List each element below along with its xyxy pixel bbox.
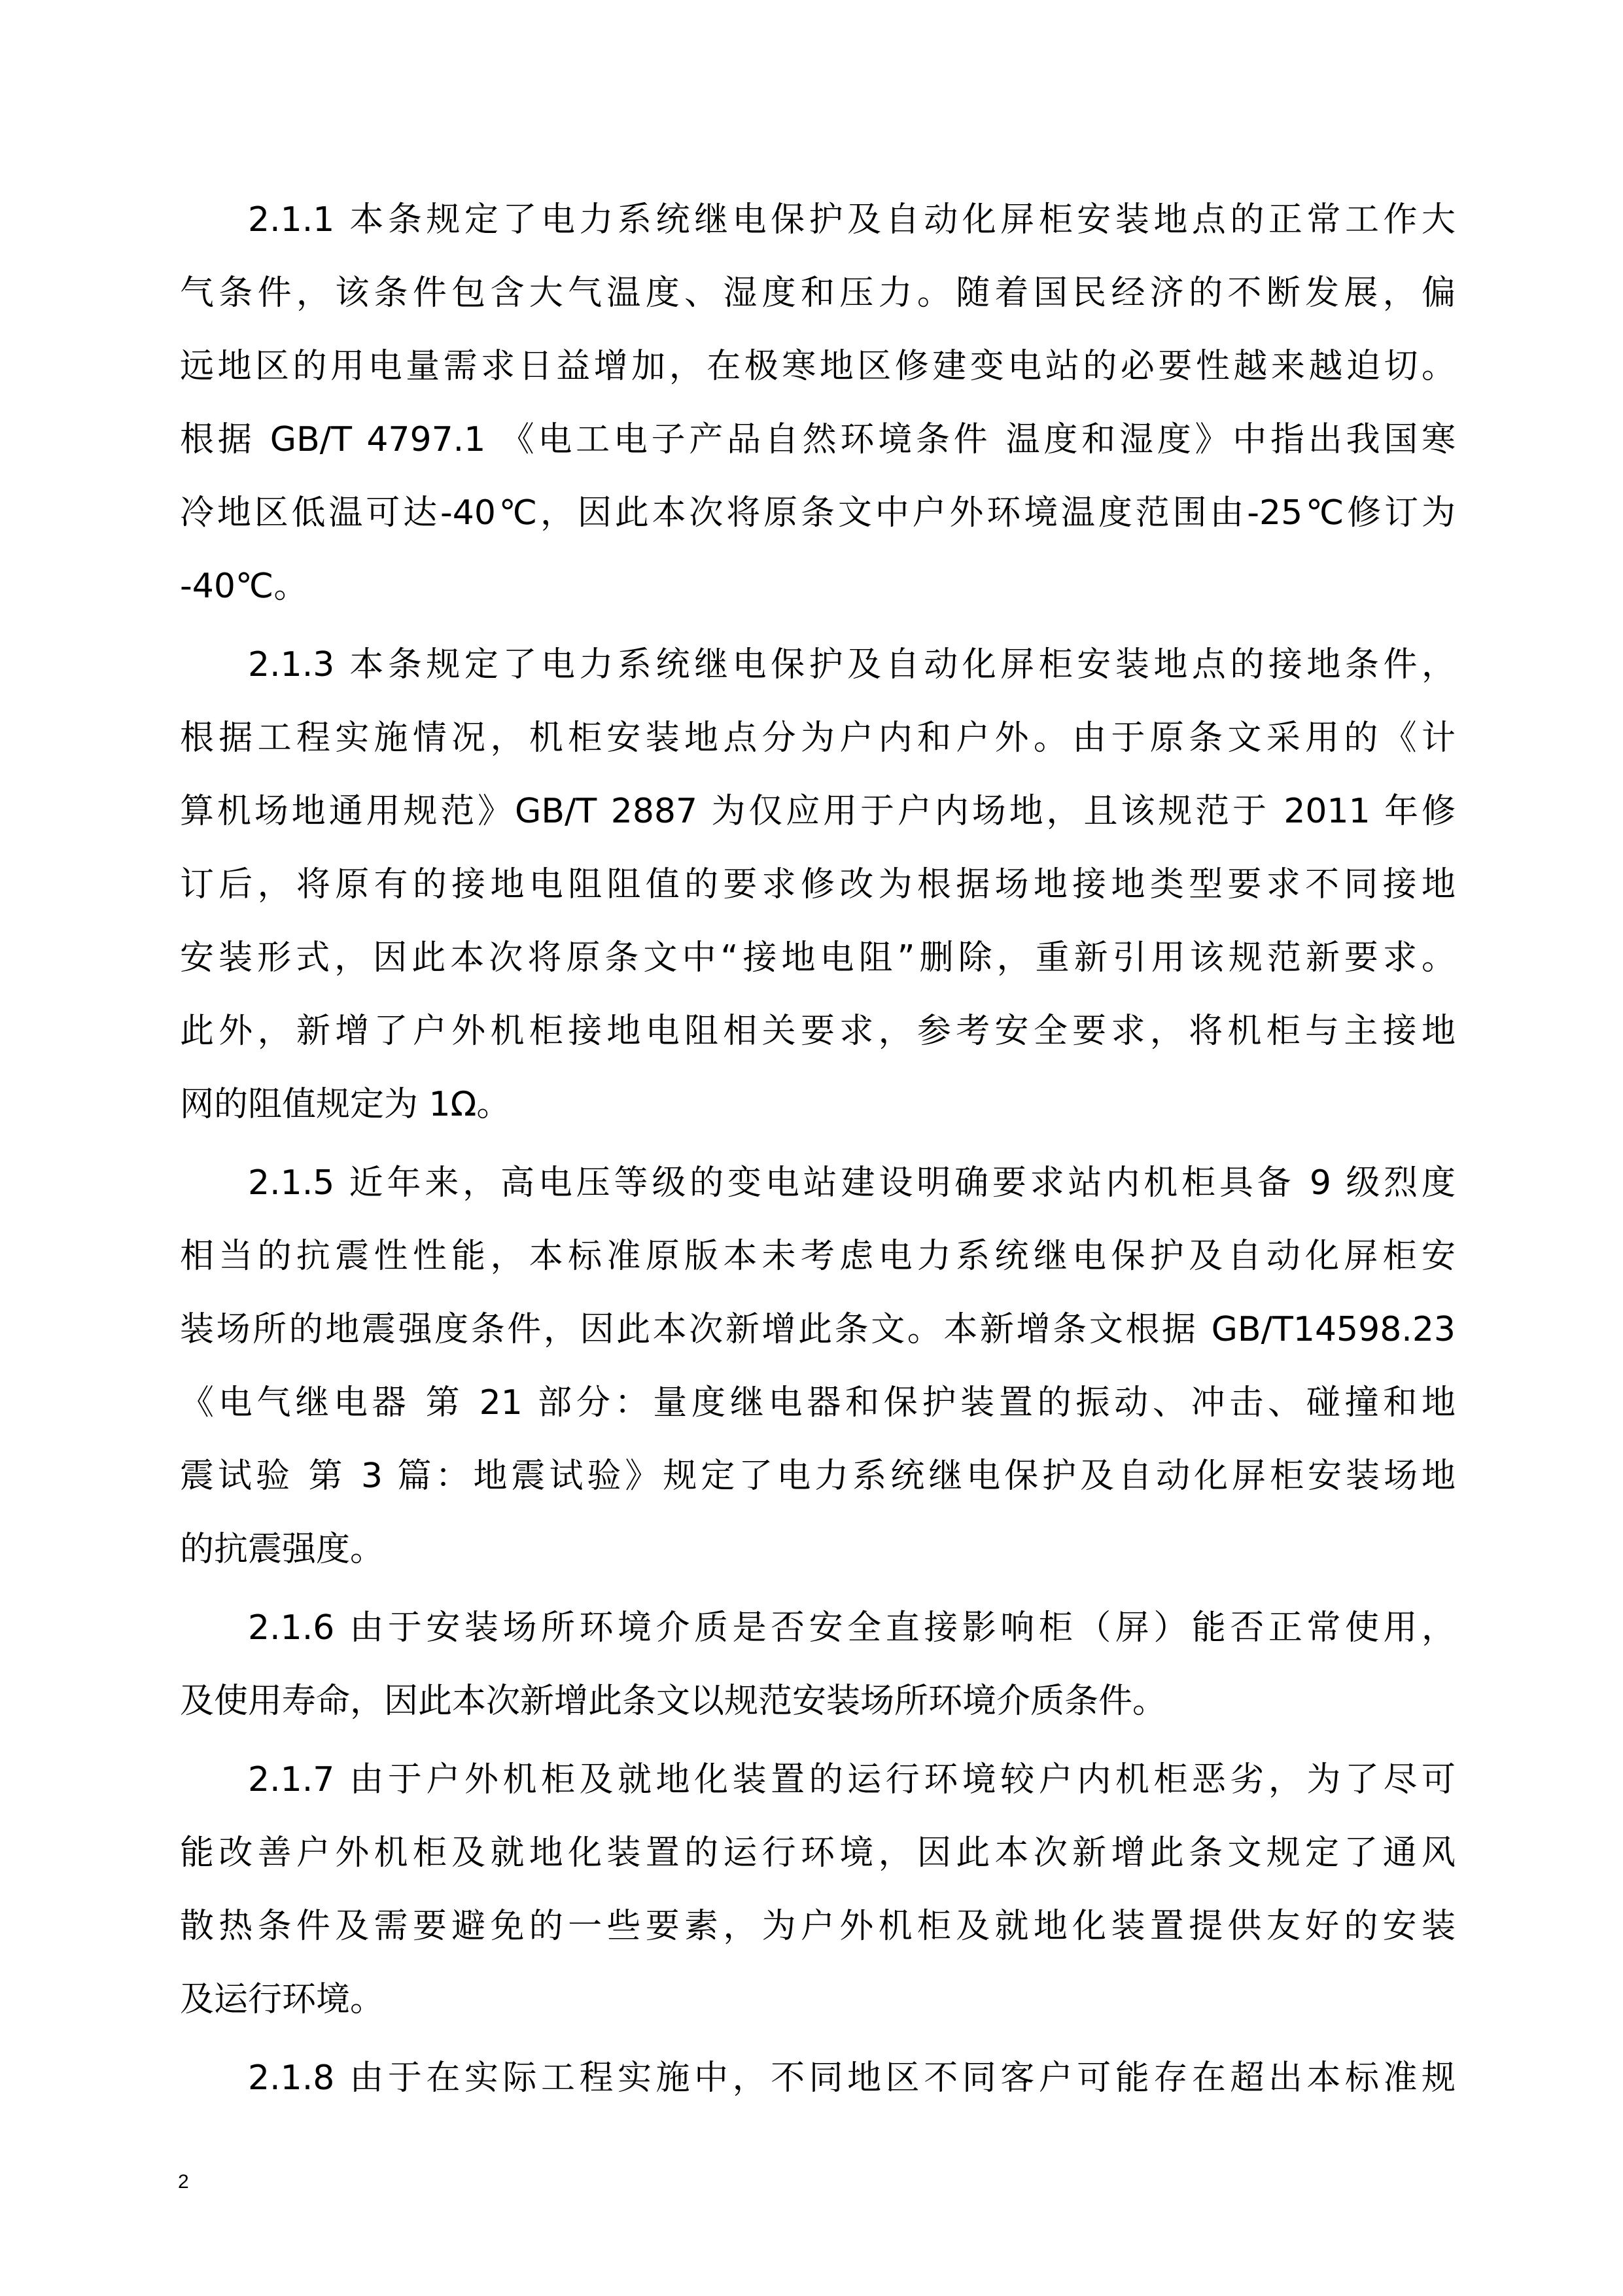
paragraph-line: 根据工程实施情况，机柜安装地点分为户内和户外。由于原条文采用的《计 [180,718,1456,758]
paragraph-line: 此外，新增了户外机柜接地电阻相关要求，参考安全要求，将机柜与主接地 [180,1012,1456,1051]
paragraph-2-1-5 [180,1146,1456,1586]
paragraph-line: 网的阻值规定为 1Ω。 [180,1085,511,1124]
paragraph-line: 《电气继电器 第 21 部分：量度继电器和保护装置的振动、冲击、碰撞和地 [180,1383,1456,1422]
paragraph-line: 2.1.5 近年来，高电压等级的变电站建设明确要求站内机柜具备 9 级烈度 [248,1163,1456,1203]
paragraph-line: 散热条件及需要避免的一些要素，为户外机柜及就地化装置提供友好的安装 [180,1907,1456,1946]
paragraph-line: 安装形式，因此本次将原条文中“接地电阻”删除，重新引用该规范新要求。 [180,938,1456,978]
paragraph-line: 远地区的用电量需求日益增加，在极寒地区修建变电站的必要性越来越迫切。 [180,347,1456,386]
paragraph-line: -40℃。 [180,567,308,606]
paragraph-line: 装场所的地震强度条件，因此本次新增此条文。本新增条文根据 GB/T14598.23 [180,1310,1456,1349]
paragraph-line: 能改善户外机柜及就地化装置的运行环境，因此本次新增此条文规定了通风 [180,1833,1456,1873]
paragraph-2-1-7 [180,1743,1456,2036]
paragraph-line: 根据 GB/T 4797.1 《电工电子产品自然环境条件 温度和湿度》中指出我国寒 [180,420,1456,459]
paragraph-2-1-8 [180,2041,1456,2115]
paragraph-line: 冷地区低温可达-40℃，因此本次将原条文中户外环境温度范围由-25℃修订为 [180,493,1456,533]
paragraph-line: 2.1.7 由于户外机柜及就地化装置的运行环境较户内机柜恶劣，为了尽可 [248,1760,1456,1799]
paragraph-line: 及运行环境。 [180,1980,385,2019]
paragraph-line: 及使用寿命，因此本次新增此条文以规范安装场所环境介质条件。 [180,1682,1167,1721]
paragraph-2-1-1 [180,183,1456,623]
paragraph-line: 2.1.3 本条规定了电力系统继电保护及自动化屏柜安装地点的接地条件， [248,645,1456,684]
paragraph-line: 2.1.8 由于在实际工程实施中，不同地区不同客户可能存在超出本标准规 [248,2058,1456,2098]
paragraph-line: 2.1.1 本条规定了电力系统继电保护及自动化屏柜安装地点的正常工作大 [248,200,1456,239]
paragraph-2-1-6 [180,1591,1456,1738]
document-body [180,183,1456,2120]
paragraph-line: 相当的抗震性性能，本标准原版本未考虑电力系统继电保护及自动化屏柜安 [180,1237,1456,1276]
paragraph-line: 震试验 第 3 篇：地震试验》规定了电力系统继电保护及自动化屏柜安装场地 [180,1457,1456,1496]
page-number: 2 [178,2171,189,2193]
paragraph-line: 气条件，该条件包含大气温度、湿度和压力。随着国民经济的不断发展，偏 [180,274,1456,313]
paragraph-line: 算机场地通用规范》GB/T 2887 为仅应用于户内场地，且该规范于 2011 年修 [180,792,1456,831]
paragraph-line: 订后，将原有的接地电阻阻值的要求修改为根据场地接地类型要求不同接地 [180,865,1456,904]
paragraph-line: 的抗震强度。 [180,1530,385,1569]
paragraph-line: 2.1.6 由于安装场所环境介质是否安全直接影响柜（屏）能否正常使用， [248,1608,1456,1648]
paragraph-2-1-3 [180,628,1456,1141]
